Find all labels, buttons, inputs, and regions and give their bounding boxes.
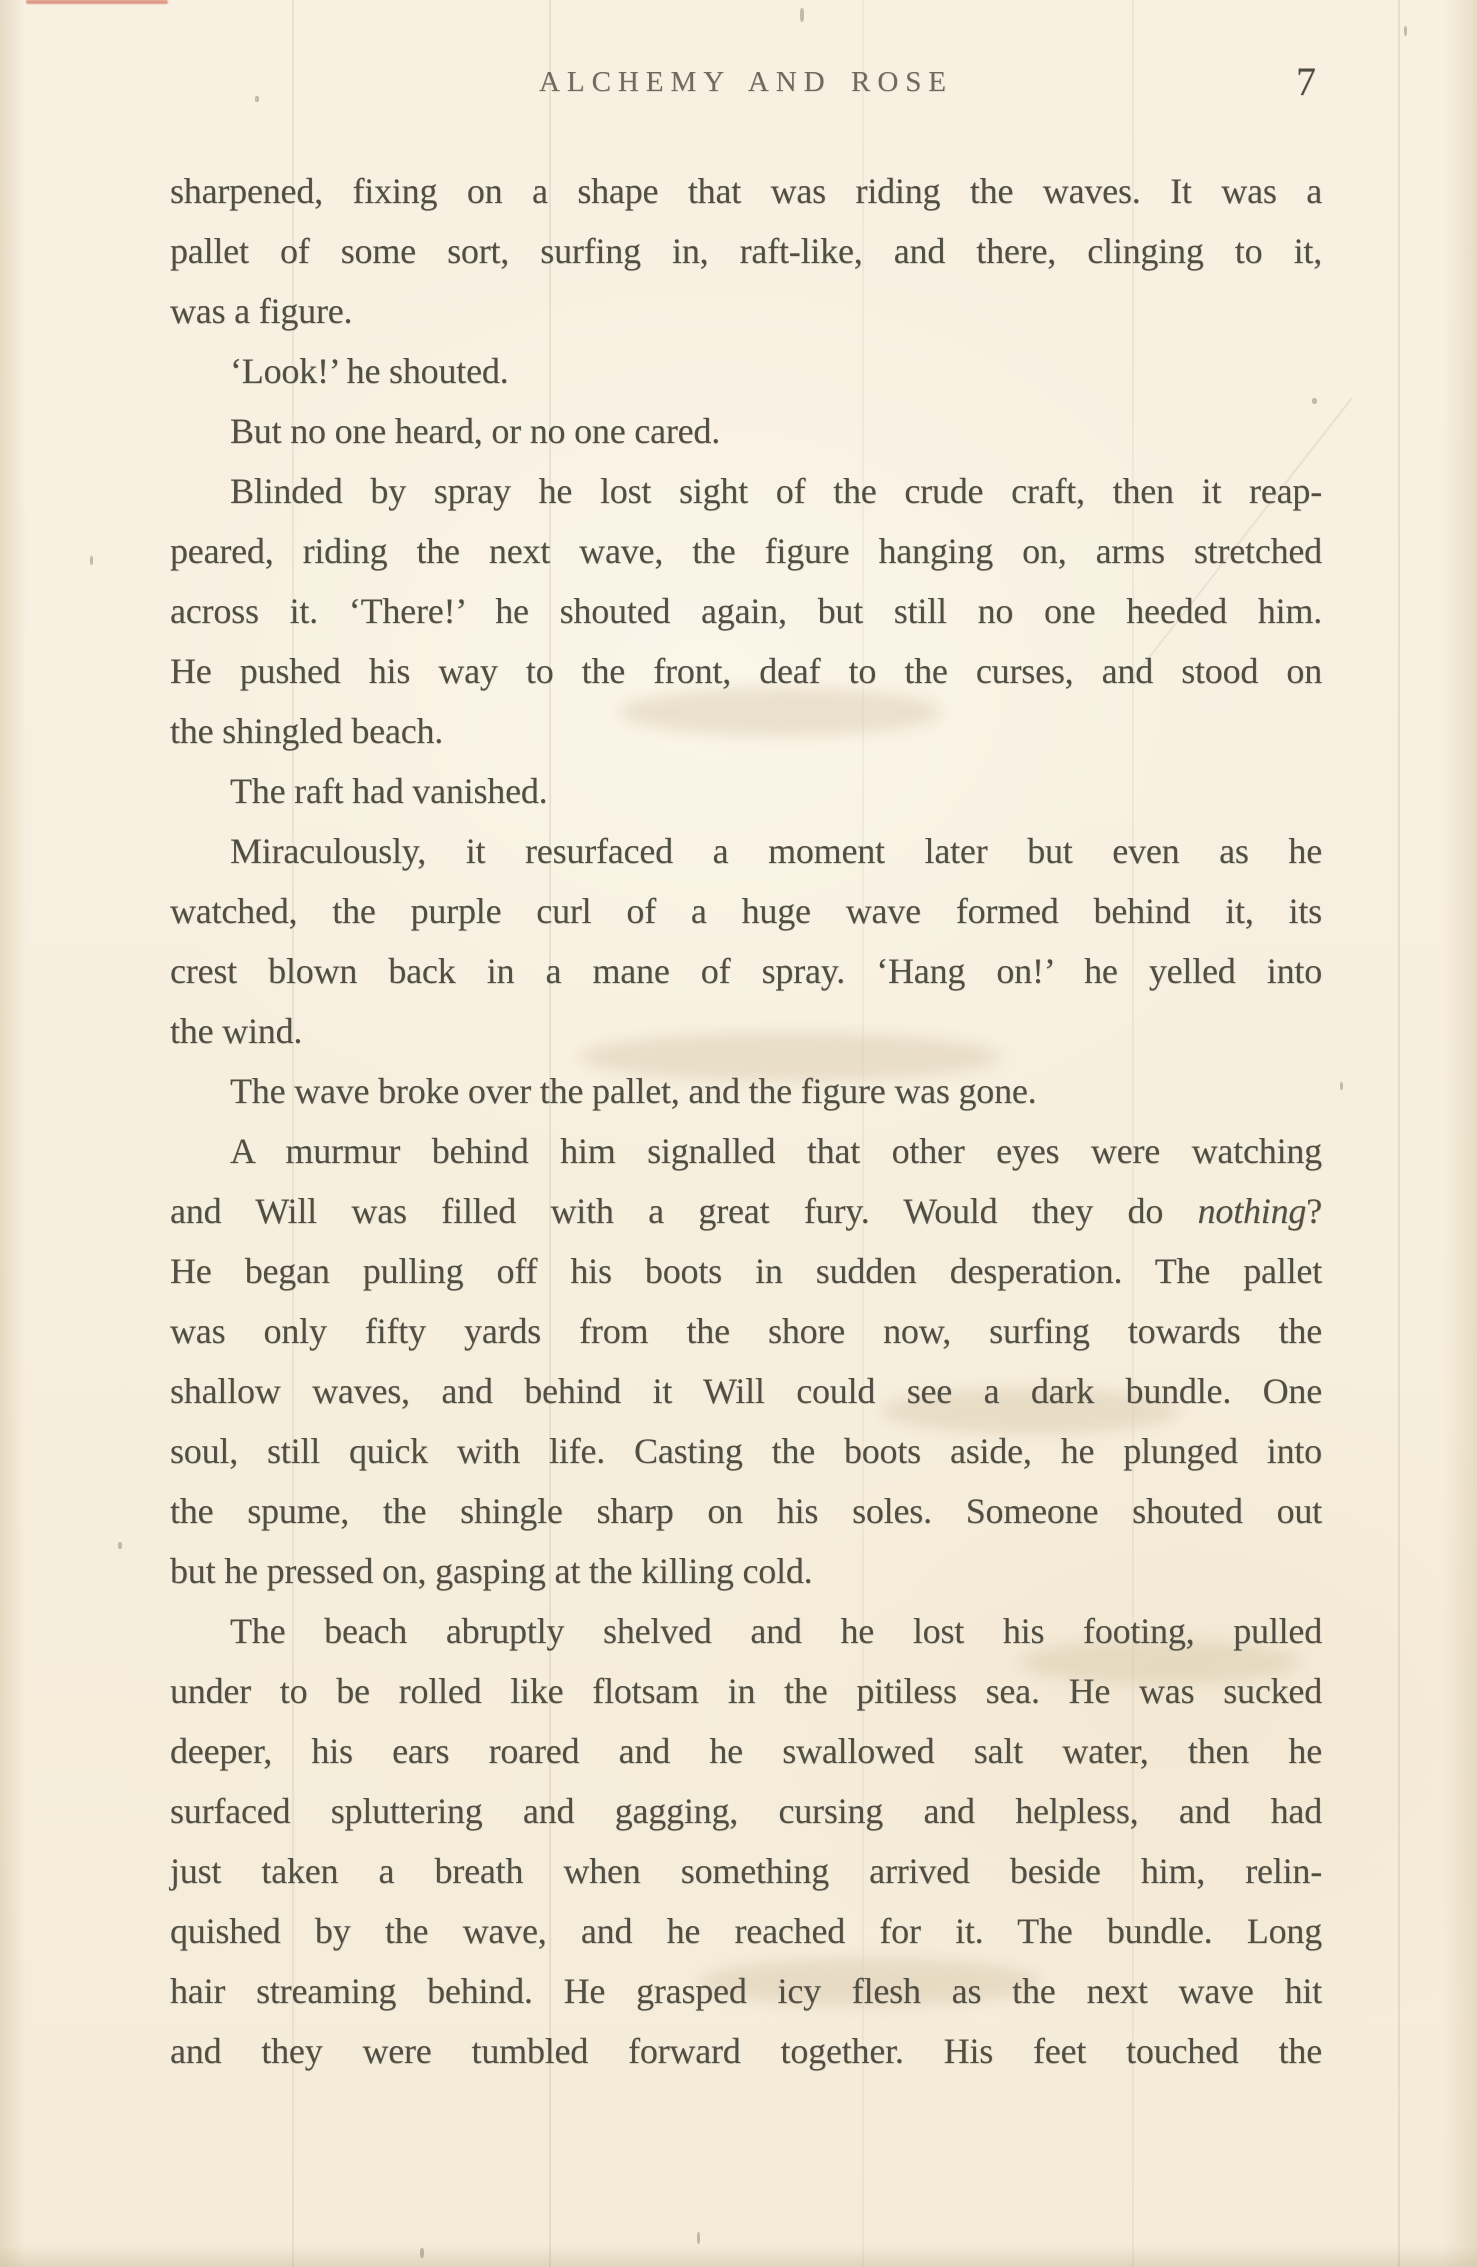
scan-speck xyxy=(90,556,93,565)
scan-speck xyxy=(420,2248,424,2258)
text-line: pallet of some sort, surfing in, raft-like, and there, clinging to it, xyxy=(170,231,1322,271)
scan-speck xyxy=(800,8,804,22)
text-line: under to be rolled like flotsam in the pitiless sea. He was sucked xyxy=(170,1671,1322,1711)
text-line: across it. ‘There!’ he shouted again, but still no one heeded him. xyxy=(170,591,1322,631)
text-line: The raft had vanished. xyxy=(230,771,548,811)
page-number: 7 xyxy=(1296,59,1316,104)
page-edge-shadow xyxy=(1443,0,1477,2267)
text-line: crest blown back in a mane of spray. ‘Hang on!’ he yelled into xyxy=(170,951,1322,991)
text-line: He pushed his way to the front, deaf to the curses, and stood on xyxy=(170,651,1322,691)
text-line: ‘Look!’ he shouted. xyxy=(230,351,509,391)
scan-speck xyxy=(1404,26,1407,36)
text-line: the shingled beach. xyxy=(170,711,444,751)
text-line xyxy=(170,1181,1322,1241)
scan-red-mark xyxy=(26,0,168,4)
page-header xyxy=(170,52,1322,112)
page-edge-shadow xyxy=(0,2245,1477,2267)
text-segment: ? xyxy=(1306,1191,1322,1231)
text-line: was a figure. xyxy=(170,291,353,331)
text-line: deeper, his ears roared and he swallowed salt water, then he xyxy=(170,1731,1322,1771)
text-line: The wave broke over the pallet, and the figure was gone. xyxy=(230,1071,1037,1111)
text-line: Blinded by spray he lost sight of the crude craft, then it reap- xyxy=(230,471,1322,511)
text-line: surfaced spluttering and gagging, cursing and helpless, and had xyxy=(170,1791,1322,1831)
text-line: The beach abruptly shelved and he lost his footing, pulled xyxy=(230,1611,1322,1651)
text-line: soul, still quick with life. Casting the boots aside, he plunged into xyxy=(170,1431,1322,1471)
scan-speck xyxy=(1340,1082,1343,1090)
body-text xyxy=(170,161,1322,2081)
page-edge-shadow xyxy=(0,0,26,2267)
text-line: just taken a breath when something arrived beside him, relin- xyxy=(170,1851,1322,1891)
text-line: and they were tumbled forward together. His feet touched the xyxy=(170,2031,1322,2071)
text-line: But no one heard, or no one cared. xyxy=(230,411,721,451)
text-line: was only fifty yards from the shore now, surfing towards the xyxy=(170,1311,1322,1351)
italic-word: nothing xyxy=(1197,1191,1307,1231)
text-line: quished by the wave, and he reached for it. The bundle. Long xyxy=(170,1911,1322,1951)
text-segment: and Will was filled with a great fury. Would they do xyxy=(170,1191,1198,1231)
scan-speck xyxy=(697,2232,700,2244)
text-line: A murmur behind him signalled that other eyes were watching xyxy=(230,1131,1322,1171)
text-line: sharpened, fixing on a shape that was riding the waves. It was a xyxy=(170,171,1322,211)
text-line: peared, riding the next wave, the figure hanging on, arms stretched xyxy=(170,531,1322,571)
text-line: but he pressed on, gasping at the killing cold. xyxy=(170,1551,813,1591)
text-line: the spume, the shingle sharp on his soles. Someone shouted out xyxy=(170,1491,1322,1531)
text-line: hair streaming behind. He grasped icy flesh as the next wave hit xyxy=(170,1971,1322,2011)
text-line: watched, the purple curl of a huge wave formed behind it, its xyxy=(170,891,1322,931)
text-line: the wind. xyxy=(170,1011,303,1051)
text-line: Miraculously, it resurfaced a moment later but even as he xyxy=(230,831,1322,871)
scan-speck xyxy=(118,1542,122,1549)
text-line: shallow waves, and behind it Will could see a dark bundle. One xyxy=(170,1371,1322,1411)
text-line: He began pulling off his boots in sudden desperation. The pallet xyxy=(170,1251,1322,1291)
running-head: ALCHEMY AND ROSE xyxy=(539,66,953,98)
paper-crease xyxy=(1398,0,1400,2267)
